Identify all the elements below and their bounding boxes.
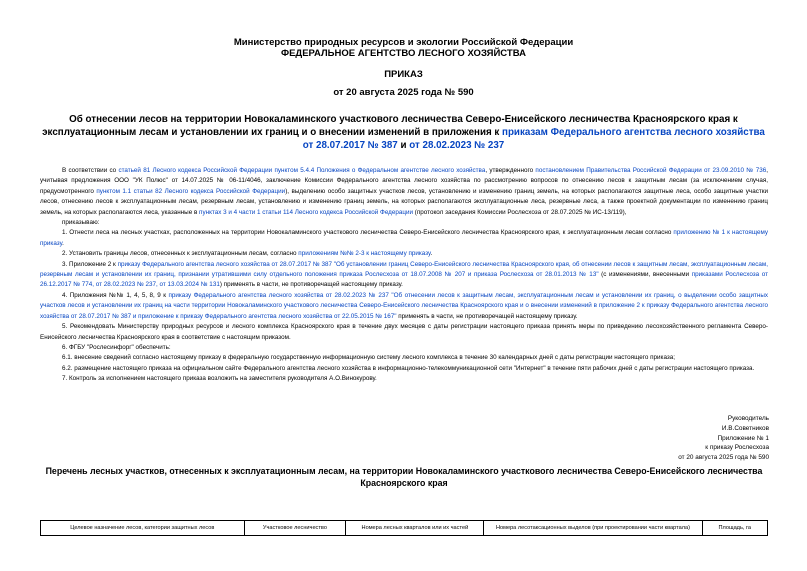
- signature-block: [678, 414, 769, 463]
- document-type: ПРИКАЗ: [384, 69, 423, 80]
- item-6: 6. ФГБУ "Рослесинфорг" обеспечить:: [62, 343, 171, 351]
- document-title: [40, 113, 767, 152]
- header-area: Площадь, га: [702, 521, 767, 536]
- item-3-text: 3. Приложение 2 к: [62, 260, 118, 268]
- header-purpose: Целевое назначение лесов, категории защитных лесов: [41, 521, 245, 536]
- item-3-end: ) применять в части, не противоречащей настоящему приказу.: [219, 281, 403, 289]
- item-4-end: применять в части, не противоречащей настоящему приказу.: [396, 312, 578, 320]
- header-district: Участковое лесничество: [244, 521, 346, 536]
- ministry-name: Министерство природных ресурсов и экологии Российской Федерации: [233, 37, 574, 48]
- document-body: [40, 166, 768, 385]
- appendix-date: от 20 августа 2025 года № 590: [678, 454, 769, 462]
- link-appendices-2-3[interactable]: приложениям №№ 2-3 к настоящему приказу: [298, 250, 431, 258]
- item-3-text-2: (с изменениями, внесенными: [598, 271, 692, 279]
- item-2-end: .: [430, 250, 433, 258]
- title-text-1: Об отнесении лесов на территории Новокаламинского участкового лесничества Северо-Енисейского лесничества Красноярского края к эксплуатационным лесам и установлении их границ и о внесении изменений в приложения к: [42, 114, 738, 138]
- parcels-table: [40, 520, 768, 536]
- table-header-row: [41, 521, 768, 536]
- item-6-2: 6.2. размещение настоящего приказа на официальном сайте Федерального агентства лесного хозяйства в информационно-телекоммуникационной сети "Интернет" в течение пяти рабочих дней с даты регистрации настоящего приказа.: [62, 364, 755, 372]
- link-order-237[interactable]: приказу Федерального агентства лесного хозяйства от 28.02.2023 № 237 "Об отнесении лесов к защитным лесам, эксплуатационным лесам и установлении их границ, о выделении особо защитных участков лесов и установлении их границ на части территории Новокаламинского участкового лесничества Северо-Енисейского лесничества Красноярского края и о внесении изменений в приложение 2 к приказу Федерального агентства лесного хозяйства от 28.07.2017 № 387 и приложение к приказу Федерального агентства лесного хозяйства от 22.05.2015 № 167": [40, 291, 768, 320]
- item-6-1: 6.1. внесение сведений согласно настоящему приказу в федеральную государственную информационную систему лесного комплекса в течение 30 календарных дней с даты регистрации настоящего приказа;: [62, 354, 676, 362]
- title-link-387[interactable]: приказам Федерального агентства лесного хозяйства от 28.07.2017 № 387: [302, 127, 765, 151]
- item-5: 5. Рекомендовать Министерству природных ресурсов и лесного комплекса Красноярского края в течение двух месяцев с даты регистрации настоящего приказа принять меры по приведению лесохозяйственного регламента Северо-Енисейского лесничества Красноярского края в соответствие с настоящим приказом.: [40, 323, 768, 341]
- preamble: [40, 166, 768, 218]
- agency-name: ФЕДЕРАЛЬНОЕ АГЕНТСТВО ЛЕСНОГО ХОЗЯЙСТВА: [280, 48, 526, 59]
- link-amending-orders[interactable]: приказами Рослесхоза от 26.12.2017 № 774, от 28.02.2023 № 237, от 13.03.2024 № 131: [40, 271, 768, 289]
- appendix-order-ref: к приказу Рослесхоза: [705, 444, 769, 452]
- item-4-text: 4. Приложения №№ 1, 4, 5, 8, 9 к: [62, 291, 169, 299]
- preamble-text-3: , утвержденного: [485, 167, 536, 174]
- item-3: [40, 260, 768, 291]
- item-1-text: 1. Отнести леса на лесных участках, расположенных на территории Новокаламинского участкового лесничества Северо-Енисейского лесничества Красноярского края, к эксплуатационным лесам согласно: [62, 229, 674, 237]
- item-2: [40, 249, 768, 259]
- title-text-2: и: [397, 140, 410, 151]
- preamble-text-6: (протокол заседания Комиссии Рослесхоза от 28.07.2025 № ИС-13/119),: [413, 208, 627, 216]
- item-7: 7. Контроль за исполнением настоящего приказа возложить на заместителя руководителя А.О.Винокурову.: [62, 375, 377, 383]
- item-1-end: .: [62, 239, 64, 247]
- link-government-decree[interactable]: постановлением Правительства Российской Федерации от 23.09.2010 № 736: [535, 167, 767, 174]
- order-word: приказываю:: [62, 219, 100, 227]
- signature-position: Руководитель: [727, 415, 769, 422]
- document-date: [0, 87, 807, 98]
- title-link-237[interactable]: от 28.02.2023 № 237: [409, 140, 505, 151]
- link-order-387[interactable]: приказу Федерального агентства лесного хозяйства от 28.07.2017 № 387 "Об установлении границ Северо-Енисейского лесничества Красноярского края, об отнесении лесов к защитным лесам, эксплуатационным лесам, резервным лесам и установлении их границ, признании утратившими силу отдельного положения приказа Рослесхоза от 18.07.2008 № 207 и приказа Рослесхоза от 28.01.2013 № 13": [40, 260, 768, 279]
- preamble-text-5: ), выделению особо защитных участков лесов, установлению и изменению границ земель, на которых располагаются защитные леса, особо защитные участки лесов, отнесению лесов к эксплуатационным лесам, резервным лесам, установлению и изменению границ земель, на которых располагаются эксплуатационные леса, резервные леса, а также проектной документации по изменению границ земель, на которых располагаются леса, указанные в: [40, 187, 769, 216]
- link-forest-code-art114[interactable]: пунктах 3 и 4 части 1 статьи 114 Лесного кодекса Российской Федерации: [199, 208, 414, 216]
- link-appendix-1[interactable]: приложению № 1 к настоящему приказу: [40, 229, 768, 247]
- signature-name: И.В.Советников: [721, 424, 769, 432]
- preamble-text-4: , учитывая предложения ООО "УК Полюс" от 14.07.2025 № 06-11/4046, заключение Комиссии Федерального агентства лесного хозяйства по рассмотрению вопросов по отнесению лесов к защитным лесам (за исключением случая, предусмотренного: [40, 167, 768, 195]
- item-1: [40, 228, 768, 249]
- item-2-text: 2. Установить границы лесов, отнесенных к эксплуатационным лесам, согласно: [62, 250, 299, 258]
- header-allotments: Номера лесотаксационных выделов (при проектировании части квартала): [484, 521, 702, 536]
- header-quarters: Номера лесных кварталов или их частей: [346, 521, 484, 536]
- appendix-title: Перечень лесных участков, отнесенных к эксплуатационным лесам, на территории Новокаламинского участкового лесничества Северо-Енисейского лесничества Красноярского края: [45, 466, 763, 488]
- link-agency-regulation[interactable]: пунктом 5.4.4 Положения о Федеральном агентстве лесного хозяйства: [274, 167, 486, 174]
- preamble-text-1: В соответствии со: [62, 167, 119, 174]
- appendix-label: Приложение № 1: [717, 434, 769, 442]
- link-forest-code-art82[interactable]: пунктом 1.1 статьи 82 Лесного кодекса Российской Федерации: [96, 187, 286, 195]
- document-date-text: от 20 августа 2025 года № 590: [333, 87, 474, 98]
- item-4: [40, 291, 768, 322]
- link-forest-code-art81[interactable]: статьей 81 Лесного кодекса Российской Федерации: [118, 167, 273, 174]
